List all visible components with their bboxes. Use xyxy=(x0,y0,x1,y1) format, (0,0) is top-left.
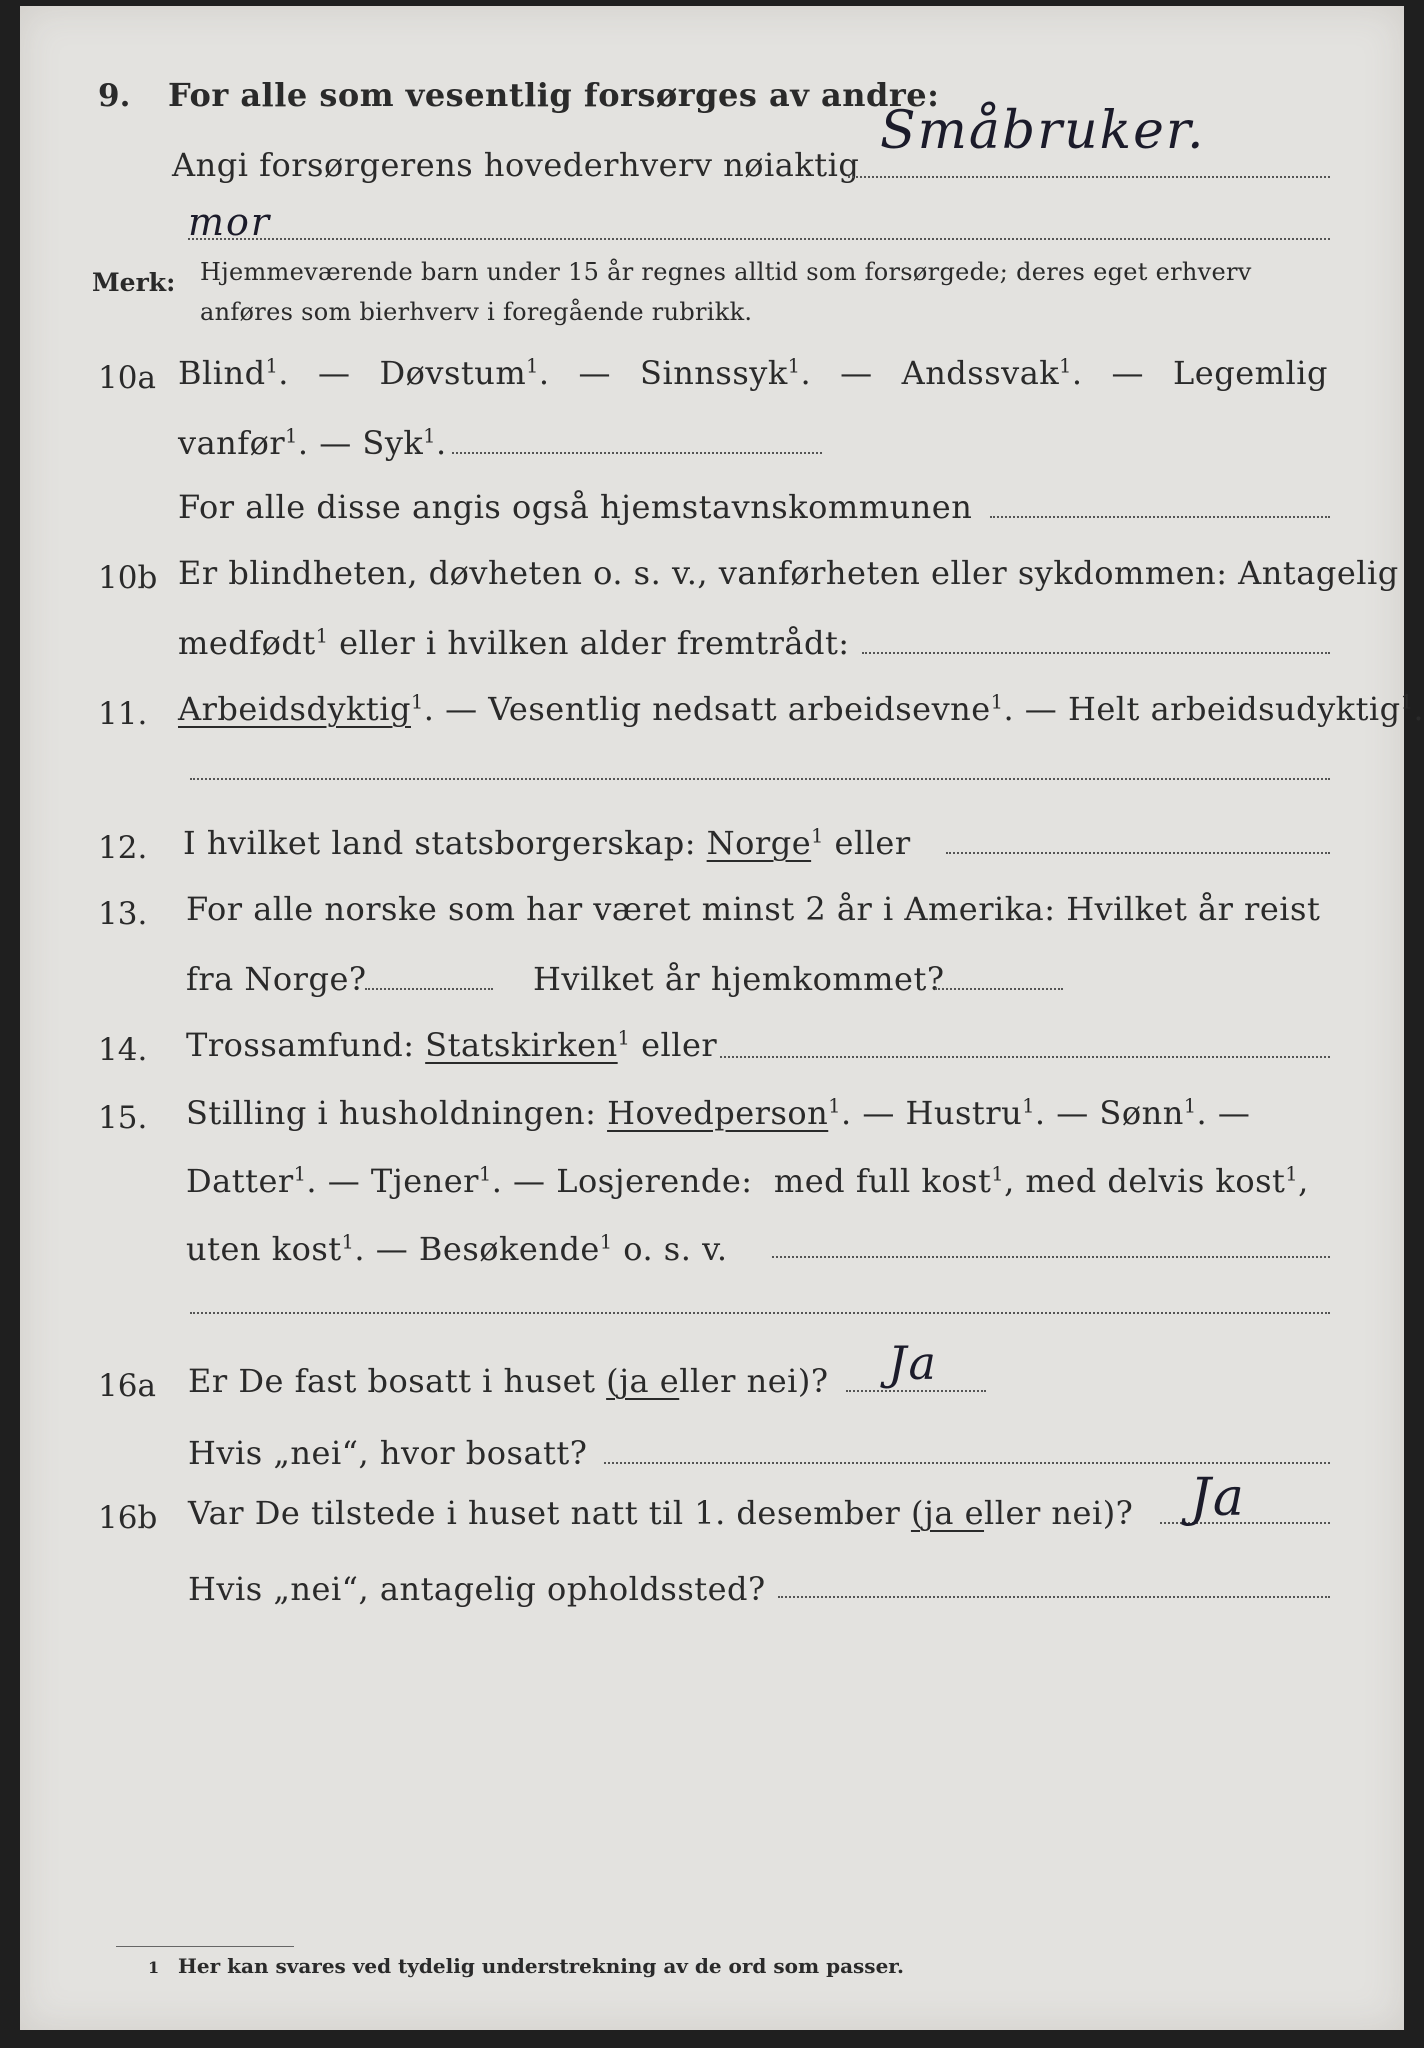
q12-line: I hvilket land statsborgerskap: Norge$^1$ eller xyxy=(183,824,911,862)
q10a-sinnssyk: Sinnssyk$^1$. xyxy=(640,354,812,392)
q10a-syk: Syk xyxy=(362,424,424,462)
q16a-answer-line xyxy=(846,1390,986,1392)
q15-datter: Datter xyxy=(186,1162,294,1200)
q10a-blind: Blind$^1$. xyxy=(178,354,289,392)
q10b-line1: Er blindheten, døvheten o. s. v., vanførheten eller sykdommen: Antagelig xyxy=(178,554,1399,592)
q11-answer-line xyxy=(190,778,1330,780)
q16b-ja: (ja e xyxy=(910,1494,985,1532)
q16a-line1: Er De fast bosatt i huset (ja eller nei)? xyxy=(188,1362,829,1400)
merk-line2: anføres som bierhverv i foregående rubrikk. xyxy=(200,298,753,326)
q10a-line1: Blind$^1$. — Døvstum$^1$. — Sinnssyk$^1$. — Andssvak$^1$. — Legemlig xyxy=(178,354,1328,392)
q10a-syk-line xyxy=(452,452,822,454)
q9-line2: Angi forsørgerens hovederhverv nøiaktig xyxy=(172,146,860,184)
q12-number: 12. xyxy=(98,830,148,866)
q15-fullkost: med full kost xyxy=(773,1162,992,1200)
q10a-hjemstavn-line xyxy=(990,516,1330,518)
q15-besokende: Besøkende xyxy=(418,1230,600,1268)
q14-answer-line xyxy=(720,1056,1330,1058)
q15-line1: Stilling i husholdningen: Hovedperson$^1$. — Hustru$^1$. — Sønn$^1$. — xyxy=(186,1094,1251,1132)
q12-norge: Norge xyxy=(706,824,812,862)
q16b-handwritten-answer: Ja xyxy=(1190,1468,1246,1528)
q10a-line3: For alle disse angis også hjemstavnskommunen xyxy=(178,488,973,526)
q13-hjemkommet-line xyxy=(935,988,1063,990)
q11-nedsatt: Vesentlig nedsatt arbeidsevne xyxy=(488,690,991,728)
q16a-handwritten-answer: Ja xyxy=(888,1336,938,1390)
q15-answer-line-2 xyxy=(190,1312,1330,1314)
q15-sonn: Sønn xyxy=(1099,1094,1184,1132)
q14-statskirken: Statskirken xyxy=(425,1026,618,1064)
q16b-opholdssted-line xyxy=(778,1596,1330,1598)
q16b-number: 16b xyxy=(98,1500,158,1536)
q16b-line1: Var De tilstede i huset natt til 1. desember (ja eller nei)? xyxy=(188,1494,1134,1532)
q10a-legemlig: Legemlig xyxy=(1173,354,1328,392)
q15-tjener: Tjener xyxy=(370,1162,479,1200)
q9-answer-line xyxy=(848,176,1330,178)
q16a-number: 16a xyxy=(98,1368,156,1404)
q11-udyktig: Helt arbeidsudyktig xyxy=(1067,690,1401,728)
q10a-andssvak: Andssvak$^1$. xyxy=(901,354,1083,392)
q15-number: 15. xyxy=(98,1100,148,1136)
q16a-line2: Hvis „nei“, hvor bosatt? xyxy=(188,1434,588,1472)
q15-line2: Datter$^1$. — Tjener$^1$. — Losjerende: med full kost$^1$, med delvis kost$^1$, xyxy=(186,1162,1309,1200)
q10a-vanfor: vanfør xyxy=(178,424,286,462)
q15-hustru: Hustru xyxy=(905,1094,1023,1132)
q15-line3: uten kost$^1$. — Besøkende$^1$ o. s. v. xyxy=(186,1230,728,1268)
q9-answer-line-2 xyxy=(188,238,1330,240)
q13-line1: For alle norske som har været minst 2 år i Amerika: Hvilket år reist xyxy=(186,890,1321,928)
q10b-answer-line xyxy=(862,652,1330,654)
q11-arbeidsdyktig: Arbeidsdyktig xyxy=(178,690,411,728)
q10b-number: 10b xyxy=(98,560,158,596)
q14-line: Trossamfund: Statskirken$^1$ eller xyxy=(186,1026,718,1064)
q10b-medfodt: medfødt xyxy=(178,624,316,662)
q15-utenkost: uten kost xyxy=(186,1230,342,1268)
q15-delviskost: med delvis kost xyxy=(1025,1162,1286,1200)
q10a-number: 10a xyxy=(98,360,156,396)
q13-part2: Hvilket år hjemkommet? xyxy=(533,960,945,998)
q13-part1: fra Norge? xyxy=(186,960,367,998)
q13-number: 13. xyxy=(98,896,148,932)
merk-line1: Hjemmeværende barn under 15 år regnes alltid som forsørgede; deres eget erhverv xyxy=(200,258,1252,286)
merk-label: Merk: xyxy=(92,268,176,297)
q11-number: 11. xyxy=(98,696,148,732)
footnote-text: Her kan svares ved tydelig understrekning av de ord som passer. xyxy=(178,1954,904,1978)
q10b-line2: medfødt$^1$ eller i hvilken alder fremtrådt: xyxy=(178,624,850,662)
q9-line1: For alle som vesentlig forsørges av andre: xyxy=(168,76,940,114)
q13-reist-line xyxy=(365,988,493,990)
q15-answer-line xyxy=(772,1256,1330,1258)
q16a-ja: (ja e xyxy=(606,1362,680,1400)
q11-line: Arbeidsdyktig$^1$. — Vesentlig nedsatt arbeidsevne$^1$. — Helt arbeidsudyktig$^1$. xyxy=(178,690,1424,728)
q16a-bosatt-line xyxy=(604,1462,1330,1464)
q9-handwritten-answer-2: mor xyxy=(188,200,272,244)
census-form-page xyxy=(20,6,1424,2030)
q9-handwritten-answer: Småbruker. xyxy=(880,101,1206,161)
q15-hovedperson: Hovedperson xyxy=(607,1094,829,1132)
q16b-line2: Hvis „nei“, antagelig opholdssted? xyxy=(188,1570,766,1608)
q14-number: 14. xyxy=(98,1032,148,1068)
q10a-dovstum: Døvstum$^1$. xyxy=(379,354,550,392)
footnote-mark: 1 xyxy=(148,1958,160,1977)
q9-number: 9. xyxy=(98,78,131,114)
q10a-line2: vanfør$^1$. — Syk$^1$. xyxy=(178,424,447,462)
q12-answer-line xyxy=(946,852,1330,854)
footnote-rule xyxy=(116,1946,294,1947)
